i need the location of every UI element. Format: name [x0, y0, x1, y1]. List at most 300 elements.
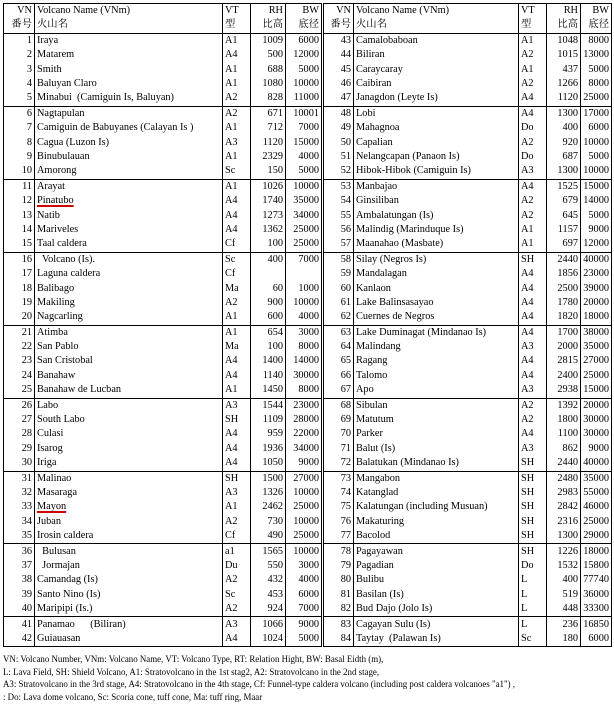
- table-row: [4, 544, 612, 559]
- cell-rh: 1026: [251, 179, 286, 194]
- cell-vt: A4: [223, 223, 251, 237]
- volcano-name-text: Cuernes de Negros: [356, 311, 435, 323]
- cell-bw: 35000: [581, 471, 612, 486]
- cell-vn: 40: [4, 602, 35, 617]
- cell-vt: A4: [519, 310, 547, 325]
- cell-vn: 67: [323, 383, 354, 398]
- table-row: [4, 223, 612, 237]
- cell-bw: 10001: [286, 106, 323, 121]
- cell-vn: 23: [4, 354, 35, 368]
- table-row: [4, 442, 612, 456]
- table-row: [4, 486, 612, 500]
- table-row: [4, 456, 612, 471]
- cell-rh: 2000: [547, 340, 581, 354]
- cell-vn: 56: [323, 223, 354, 237]
- cell-rh: 60: [251, 281, 286, 295]
- cell-rh: 1273: [251, 208, 286, 222]
- cell-vt: A4: [223, 369, 251, 383]
- cell-vn: 3: [4, 63, 35, 77]
- cell-volcano-name: [35, 252, 223, 267]
- table-header-row-japanese: [4, 18, 612, 33]
- cell-bw: 29000: [581, 529, 612, 544]
- cell-vt: A4: [223, 632, 251, 647]
- volcano-name-text: Natib: [37, 209, 60, 221]
- table-row: [4, 208, 612, 222]
- volcano-table: [3, 3, 612, 647]
- table-header-row: [4, 4, 612, 19]
- cell-vn: 35: [4, 529, 35, 544]
- table-row: [4, 281, 612, 295]
- cell-rh: 828: [251, 91, 286, 106]
- cell-bw: 23000: [581, 267, 612, 281]
- cell-vn: 10: [4, 164, 35, 179]
- cell-rh: 400: [251, 252, 286, 267]
- cell-vn: 36: [4, 544, 35, 559]
- cell-rh: 100: [251, 237, 286, 252]
- cell-vt: SH: [519, 252, 547, 267]
- cell-vn: 2: [4, 48, 35, 62]
- cell-vt: A4: [519, 106, 547, 121]
- cell-vt: A2: [223, 602, 251, 617]
- volcano-name-text: Isarog: [37, 442, 63, 454]
- volcano-name-text: Makiling: [37, 296, 75, 308]
- cell-vt: A2: [223, 296, 251, 310]
- cell-rh: 1362: [251, 223, 286, 237]
- cell-vn: 22: [4, 340, 35, 354]
- cell-volcano-name: [354, 106, 519, 121]
- volcano-name-text: Ambalatungan (Is): [356, 209, 434, 221]
- volcano-name-text: Irosin caldera: [37, 530, 94, 542]
- cell-volcano-name: [354, 208, 519, 222]
- table-row: [4, 617, 612, 632]
- cell-volcano-name: [354, 136, 519, 150]
- volcano-name-text: Binubulauan: [37, 151, 90, 162]
- cell-rh: 2815: [547, 354, 581, 368]
- cell-bw: [286, 267, 323, 281]
- cell-vn: 39: [4, 588, 35, 602]
- cell-vn: 44: [323, 48, 354, 62]
- cell-rh: 654: [251, 325, 286, 340]
- cell-rh: 1050: [251, 456, 286, 471]
- cell-bw: 15000: [581, 383, 612, 398]
- cell-volcano-name: [35, 573, 223, 587]
- volcano-name-text: Mangabon: [356, 472, 401, 484]
- cell-rh: 180: [547, 632, 581, 647]
- volcano-name-text: Mahagnoa: [356, 122, 400, 134]
- cell-vn: 72: [323, 456, 354, 471]
- table-row: [4, 340, 612, 354]
- cell-vn: 57: [323, 237, 354, 252]
- cell-vt: SH: [519, 544, 547, 559]
- cell-vt: A1: [519, 237, 547, 252]
- cell-vt: A3: [223, 398, 251, 413]
- volcano-name-text: Malinao: [37, 472, 72, 484]
- cell-vt: A4: [519, 325, 547, 340]
- cell-vt: Cf: [223, 237, 251, 252]
- cell-bw: 4000: [286, 573, 323, 587]
- cell-volcano-name: [354, 281, 519, 295]
- cell-bw: 13000: [581, 48, 612, 62]
- volcano-name-text: Katanglad: [356, 486, 399, 498]
- volcano-name-text: Maripipi (Is.): [37, 603, 93, 615]
- volcano-name-text: Culasi: [37, 428, 64, 440]
- cell-bw: 9000: [581, 442, 612, 456]
- cell-bw: 27000: [286, 471, 323, 486]
- cell-bw: 30000: [286, 369, 323, 383]
- cell-vt: A4: [519, 427, 547, 441]
- cell-rh: 500: [251, 48, 286, 62]
- cell-bw: 55000: [581, 486, 612, 500]
- volcano-name-text: Mayon: [37, 501, 67, 513]
- cell-rh: 900: [251, 296, 286, 310]
- table-row: [4, 150, 612, 164]
- cell-vt: A4: [223, 48, 251, 62]
- cell-bw: 8000: [286, 383, 323, 398]
- cell-rh: 432: [251, 573, 286, 587]
- header-vn-ja-right: 番号: [323, 18, 354, 33]
- cell-rh: 2480: [547, 471, 581, 486]
- header-bw-ja-right: 底径: [581, 18, 612, 33]
- cell-vt: A3: [519, 383, 547, 398]
- cell-rh: 1157: [547, 223, 581, 237]
- cell-vt: A1: [519, 223, 547, 237]
- cell-vn: 79: [323, 559, 354, 573]
- volcano-name-text: Malindang: [356, 341, 401, 353]
- cell-volcano-name: [354, 515, 519, 529]
- table-row: [4, 63, 612, 77]
- cell-volcano-name: [35, 354, 223, 368]
- cell-bw: 40000: [581, 456, 612, 471]
- volcano-name-text: Taytay (Palawan Is): [356, 632, 441, 644]
- cell-vn: 73: [323, 471, 354, 486]
- cell-bw: 10000: [286, 179, 323, 194]
- cell-volcano-name: [354, 413, 519, 427]
- cell-volcano-name: [354, 325, 519, 340]
- cell-bw: 9000: [286, 456, 323, 471]
- cell-vn: 66: [323, 369, 354, 383]
- cell-bw: 8000: [581, 77, 612, 91]
- volcano-name-text: Malindig (Marinduque Is): [356, 223, 464, 235]
- cell-bw: 14000: [581, 194, 612, 208]
- table-row: [4, 164, 612, 179]
- cell-vn: 63: [323, 325, 354, 340]
- cell-volcano-name: [354, 383, 519, 398]
- cell-rh: 1300: [547, 164, 581, 179]
- cell-vt: A1: [223, 63, 251, 77]
- cell-vt: L: [519, 602, 547, 617]
- cell-volcano-name: [354, 588, 519, 602]
- cell-vn: 71: [323, 442, 354, 456]
- cell-rh: 1066: [251, 617, 286, 632]
- cell-rh: 1024: [251, 632, 286, 647]
- cell-bw: 35000: [286, 194, 323, 208]
- cell-bw: 46000: [581, 500, 612, 514]
- cell-vn: 45: [323, 63, 354, 77]
- cell-bw: 22000: [286, 427, 323, 441]
- cell-vt: Do: [519, 121, 547, 135]
- cell-volcano-name: [35, 486, 223, 500]
- cell-vn: 42: [4, 632, 35, 647]
- note-line: A3: Stratovolcano in the 3rd stage, A4: Stratovolcano in the 4th stage, Cf: Funnel-type caldera volcano (including post caldera volcanoes "a1") ,: [3, 679, 515, 690]
- table-row: [4, 559, 612, 573]
- volcano-name-text: Kanlaon: [356, 282, 391, 294]
- cell-rh: 1300: [547, 106, 581, 121]
- cell-rh: 2329: [251, 150, 286, 164]
- cell-rh: 437: [547, 63, 581, 77]
- cell-rh: 1820: [547, 310, 581, 325]
- volcano-name-text: San Cristobal: [37, 355, 93, 367]
- cell-volcano-name: [35, 340, 223, 354]
- cell-volcano-name: [35, 237, 223, 252]
- volcano-name-text: Parker: [356, 428, 383, 440]
- table-row: [4, 194, 612, 208]
- cell-vt: SH: [519, 500, 547, 514]
- cell-bw: 18000: [581, 544, 612, 559]
- cell-vt: SH: [519, 471, 547, 486]
- cell-rh: 1120: [547, 91, 581, 106]
- cell-vn: 30: [4, 456, 35, 471]
- cell-vn: 12: [4, 194, 35, 208]
- volcano-name-text: Kalatungan (including Musuan): [356, 501, 488, 513]
- cell-bw: 33300: [581, 602, 612, 617]
- cell-vt: L: [519, 588, 547, 602]
- cell-bw: 25000: [286, 500, 323, 514]
- table-row: [4, 310, 612, 325]
- cell-volcano-name: [354, 91, 519, 106]
- header-bw-right: BW: [581, 4, 612, 19]
- cell-vn: 64: [323, 340, 354, 354]
- cell-vn: 77: [323, 529, 354, 544]
- cell-vt: L: [519, 617, 547, 632]
- cell-bw: 30000: [581, 427, 612, 441]
- volcano-name-text: Apo: [356, 384, 374, 396]
- cell-rh: 2316: [547, 515, 581, 529]
- cell-volcano-name: [35, 48, 223, 62]
- cell-vt: A4: [223, 427, 251, 441]
- volcano-name-text: Pagayawan: [356, 545, 403, 557]
- cell-vt: A3: [519, 442, 547, 456]
- cell-bw: 28000: [286, 413, 323, 427]
- cell-volcano-name: [354, 164, 519, 179]
- cell-rh: 1532: [547, 559, 581, 573]
- table-row: [4, 413, 612, 427]
- table-row: [4, 252, 612, 267]
- cell-bw: 6000: [581, 121, 612, 135]
- cell-volcano-name: [354, 223, 519, 237]
- cell-bw: 25000: [286, 223, 323, 237]
- cell-rh: 1015: [547, 48, 581, 62]
- volcano-name-text: Balatukan (Mindanao Is): [356, 457, 459, 469]
- cell-bw: 5000: [581, 63, 612, 77]
- volcano-name-text: Silay (Negros Is): [356, 253, 427, 265]
- cell-volcano-name: [35, 559, 223, 573]
- cell-vt: A1: [519, 63, 547, 77]
- note-line: VN: Volcano Number, VNm: Volcano Name, VT: Volcano Type, RT: Relation Hight, BW: Basal Eidth (m),: [3, 654, 384, 665]
- cell-volcano-name: [354, 310, 519, 325]
- header-rh: RH: [251, 4, 286, 19]
- cell-bw: 5000: [286, 632, 323, 647]
- cell-volcano-name: [35, 617, 223, 632]
- cell-bw: 4000: [286, 150, 323, 164]
- table-row: [4, 529, 612, 544]
- cell-vn: 43: [323, 33, 354, 48]
- header-vt: VT: [223, 4, 251, 19]
- cell-rh: 1450: [251, 383, 286, 398]
- cell-bw: 10000: [581, 164, 612, 179]
- table-row: [4, 515, 612, 529]
- cell-vt: A3: [223, 486, 251, 500]
- cell-vt: SH: [223, 471, 251, 486]
- cell-vt: A4: [519, 296, 547, 310]
- cell-vt: A4: [519, 179, 547, 194]
- cell-rh: 2400: [547, 369, 581, 383]
- cell-rh: 1226: [547, 544, 581, 559]
- cell-bw: 8000: [581, 33, 612, 48]
- cell-bw: 15000: [286, 136, 323, 150]
- cell-rh: 1700: [547, 325, 581, 340]
- header-volcano-name-right: Volcano Name (VNm): [354, 4, 519, 19]
- cell-bw: 25000: [581, 369, 612, 383]
- table-row: [4, 602, 612, 617]
- cell-vn: 54: [323, 194, 354, 208]
- cell-rh: 2440: [547, 456, 581, 471]
- cell-vt: A2: [519, 398, 547, 413]
- volcano-name-text: Nagcarling: [37, 311, 83, 323]
- volcano-name-text: Bud Dajo (Jolo Is): [356, 603, 433, 615]
- cell-volcano-name: [354, 63, 519, 77]
- volcano-name-text: Camandag (Is): [37, 574, 98, 586]
- cell-vt: A2: [223, 515, 251, 529]
- cell-volcano-name: [35, 500, 223, 514]
- cell-bw: 6000: [286, 588, 323, 602]
- cell-rh: 1048: [547, 33, 581, 48]
- volcano-name-text: Pagadian: [356, 559, 394, 571]
- cell-volcano-name: [35, 529, 223, 544]
- volcano-name-text: Matarem: [37, 49, 75, 61]
- cell-vn: 4: [4, 77, 35, 91]
- cell-volcano-name: [354, 369, 519, 383]
- cell-vn: 32: [4, 486, 35, 500]
- cell-volcano-name: [354, 500, 519, 514]
- cell-volcano-name: [35, 325, 223, 340]
- volcano-name-text: Basilan (Is): [356, 588, 404, 600]
- cell-bw: 4000: [286, 310, 323, 325]
- cell-bw: 18000: [581, 310, 612, 325]
- table-row: [4, 500, 612, 514]
- cell-bw: 7000: [286, 602, 323, 617]
- cell-vn: 61: [323, 296, 354, 310]
- cell-vn: 25: [4, 383, 35, 398]
- volcano-name-text: Lake Duminagat (Mindanao Is): [356, 326, 487, 338]
- table-row: [4, 471, 612, 486]
- volcano-name-text: Juban: [37, 515, 62, 527]
- cell-bw: 38000: [581, 325, 612, 340]
- cell-bw: 10000: [581, 136, 612, 150]
- cell-vt: A2: [223, 91, 251, 106]
- cell-rh: 400: [547, 121, 581, 135]
- cell-rh: 679: [547, 194, 581, 208]
- cell-rh: 1140: [251, 369, 286, 383]
- cell-vt: A3: [519, 164, 547, 179]
- header-vn-ja: 番号: [4, 18, 35, 33]
- cell-rh: 697: [547, 237, 581, 252]
- cell-bw: 12000: [581, 237, 612, 252]
- cell-vn: 51: [323, 150, 354, 164]
- cell-rh: [251, 267, 286, 281]
- cell-vn: 48: [323, 106, 354, 121]
- cell-vn: 16: [4, 252, 35, 267]
- volcano-name-text: Amorong: [37, 165, 77, 177]
- cell-vn: 74: [323, 486, 354, 500]
- table-row: [4, 33, 612, 48]
- header-rh-right: RH: [547, 4, 581, 19]
- cell-bw: 10000: [286, 515, 323, 529]
- cell-rh: 687: [547, 150, 581, 164]
- volcano-name-text: Camiguin de Babuyanes (Calayan Is ): [37, 122, 194, 134]
- cell-volcano-name: [35, 63, 223, 77]
- header-vn: VN: [4, 4, 35, 19]
- volcano-name-text: Cagua (Luzon Is): [37, 136, 110, 148]
- cell-rh: 1525: [547, 179, 581, 194]
- volcano-name-text: Camalobaboan: [356, 34, 418, 46]
- cell-vt: A2: [519, 208, 547, 222]
- cell-vt: Cf: [223, 529, 251, 544]
- volcano-name-text: Janagdon (Leyte Is): [356, 92, 438, 104]
- cell-vt: Do: [519, 150, 547, 164]
- cell-volcano-name: [35, 150, 223, 164]
- volcano-name-text: Smith: [37, 63, 62, 75]
- cell-volcano-name: [35, 471, 223, 486]
- cell-volcano-name: [354, 442, 519, 456]
- cell-vn: 80: [323, 573, 354, 587]
- cell-vt: A4: [223, 354, 251, 368]
- cell-vn: 76: [323, 515, 354, 529]
- cell-volcano-name: [35, 544, 223, 559]
- table-row: [4, 267, 612, 281]
- cell-volcano-name: [35, 223, 223, 237]
- cell-vn: 53: [323, 179, 354, 194]
- cell-rh: 1326: [251, 486, 286, 500]
- cell-vn: 68: [323, 398, 354, 413]
- cell-volcano-name: [35, 369, 223, 383]
- cell-volcano-name: [354, 33, 519, 48]
- cell-volcano-name: [35, 602, 223, 617]
- cell-bw: 5000: [581, 208, 612, 222]
- header-rh-ja: 比高: [251, 18, 286, 33]
- cell-rh: 2983: [547, 486, 581, 500]
- cell-vt: A1: [223, 310, 251, 325]
- table-row: [4, 136, 612, 150]
- volcano-name-text: Pinatubo: [37, 195, 74, 207]
- cell-vt: Ma: [223, 281, 251, 295]
- volcano-name-text: Santo Nino (Is): [37, 588, 101, 600]
- cell-volcano-name: [35, 106, 223, 121]
- cell-vt: A2: [223, 106, 251, 121]
- header-bw: BW: [286, 4, 323, 19]
- cell-bw: 17000: [581, 106, 612, 121]
- cell-vn: 31: [4, 471, 35, 486]
- table-row: [4, 383, 612, 398]
- cell-bw: 6000: [286, 33, 323, 48]
- cell-vt: A1: [519, 33, 547, 48]
- cell-rh: 688: [251, 63, 286, 77]
- volcano-name-text: Lobi: [356, 107, 376, 119]
- volcano-name-text: Taal caldera: [37, 238, 87, 250]
- cell-vt: Cf: [223, 267, 251, 281]
- cell-bw: 9000: [286, 617, 323, 632]
- cell-volcano-name: [35, 515, 223, 529]
- cell-vn: 9: [4, 150, 35, 164]
